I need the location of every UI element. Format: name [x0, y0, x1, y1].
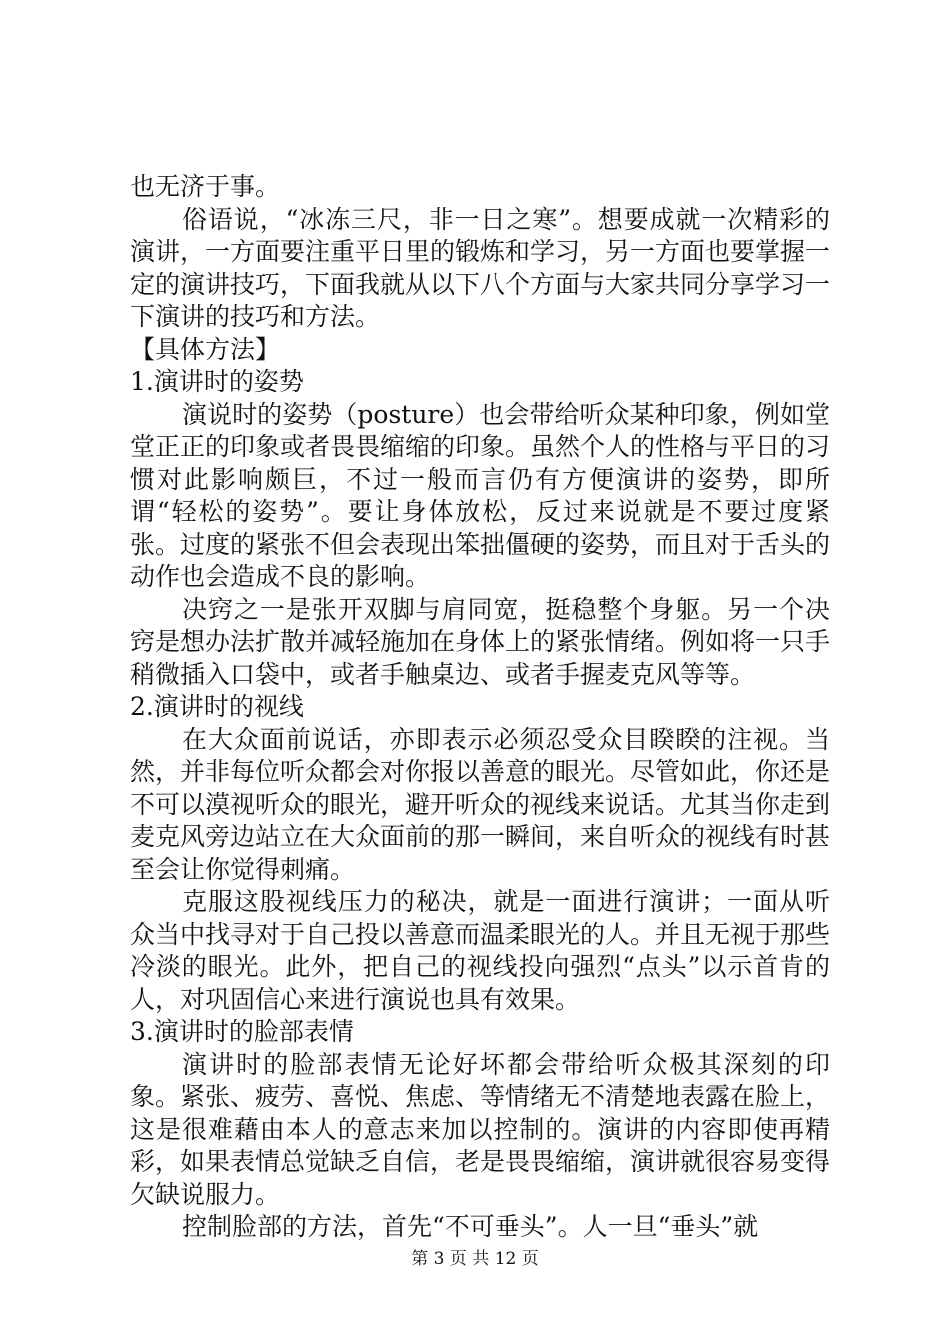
subheading-posture: 1.演讲时的姿势 [130, 367, 304, 396]
paragraph-facial-control: 控制脸部的方法，首先“不可垂头”。人一旦“垂头”就 [182, 1212, 759, 1241]
paragraph-continuation: 也无济于事。 [130, 172, 281, 201]
paragraph-eye-contact-tips: 克服这股视线压力的秘决，就是一面进行演讲；一面从听众当中找寻对于自己投以善意而温柔眼光的人。并且无视于那些冷淡的眼光。此外，把自己的视线投向强烈“点头”以示首肯的人，对巩固信心来进行演说也具有效果。 [130, 887, 831, 1014]
document-body [130, 171, 830, 1244]
page-number-footer: 第 3 页 共 12 页 [411, 1249, 539, 1269]
paragraph-eye-contact: 在大众面前说话，亦即表示必须忍受众目睽睽的注视。当然，并非每位听众都会对你报以善意的眼光。尽管如此，你还是不可以漠视听众的眼光，避开听众的视线来说话。尤其当你走到麦克风旁边站立在大众面前的那一瞬间，来自听众的视线有时甚至会让你觉得刺痛。 [130, 724, 831, 884]
subheading-eye-contact: 2.演讲时的视线 [130, 692, 304, 721]
paragraph-posture-tips: 决窍之一是张开双脚与肩同宽，挺稳整个身躯。另一个决窍是想办法扩散并减轻施加在身体上的紧张情绪。例如将一只手稍微插入口袋中，或者手触桌边、或者手握麦克风等等。 [130, 594, 831, 689]
paragraph-intro: 俗语说，“冰冻三尺，非一日之寒”。想要成就一次精彩的演讲，一方面要注重平日里的锻炼和学习，另一方面也要掌握一定的演讲技巧，下面我就从以下八个方面与大家共同分享学习一下演讲的技巧和方法。 [130, 204, 831, 331]
paragraph-facial-expression: 演讲时的脸部表情无论好坏都会带给听众极其深刻的印象。紧张、疲劳、喜悦、焦虑、等情绪无不清楚地表露在脸上，这是很难藉由本人的意志来加以控制的。演讲的内容即使再精彩，如果表情总觉缺乏自信，老是畏畏缩缩，演讲就很容易变得欠缺说服力。 [130, 1049, 831, 1209]
section-heading-methods: 【具体方法】 [130, 334, 281, 364]
paragraph-posture: 演说时的姿势（posture）也会带给听众某种印象，例如堂堂正正的印象或者畏畏缩缩的印象。虽然个人的性格与平日的习惯对此影响颇巨，不过一般而言仍有方便演讲的姿势，即所谓“轻松的姿势”。要让身体放松，反过来说就是不要过度紧张。过度的紧张不但会表现出笨拙僵硬的姿势，而且对于舌头的动作也会造成不良的影响。 [130, 399, 831, 591]
subheading-facial-expression: 3.演讲时的脸部表情 [130, 1017, 354, 1046]
